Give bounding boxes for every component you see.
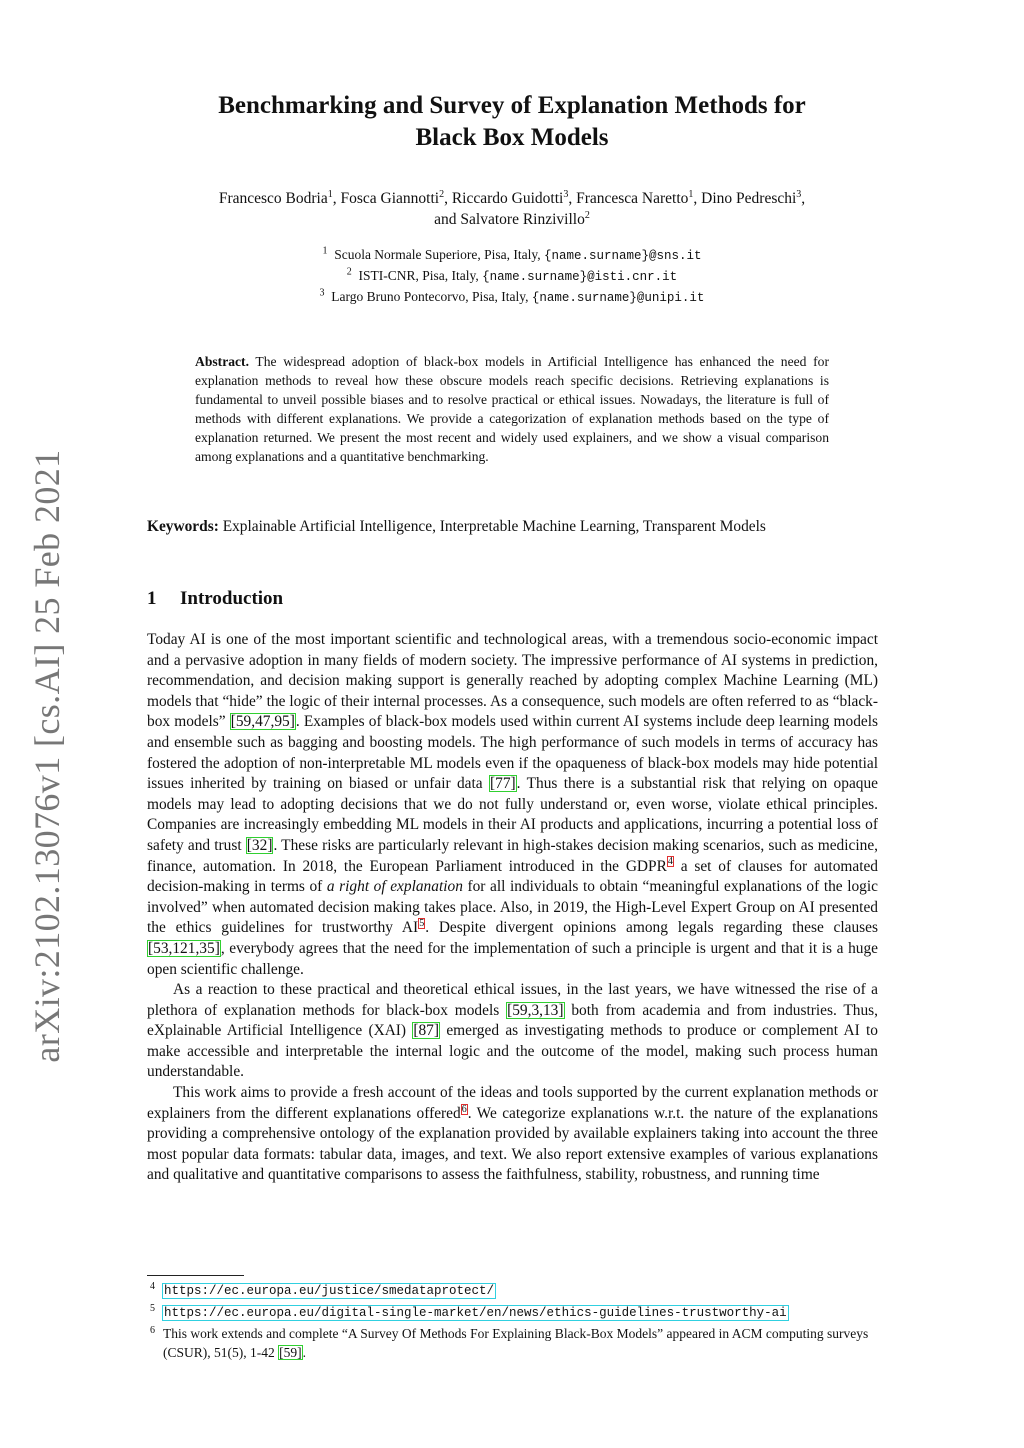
text-run: . Thus there is a substantial risk that relying on opaque models may lead to adopting decisions that we do not fully understand or, even worse, violate ethical principles. Companies are increasingly embedding ML models in their AI products and applications, incurring a potential loss of safety and trust: [147, 775, 879, 854]
citation-link[interactable]: [32]: [246, 836, 273, 854]
author: and Salvatore Rinzivillo: [434, 211, 585, 228]
footnote-link[interactable]: 4: [667, 856, 673, 868]
body-text: [147, 630, 878, 1186]
footnote: [147, 1324, 878, 1362]
footnote: [147, 1302, 878, 1323]
text-run: a set of clauses for automated decision-making in terms of: [147, 857, 878, 896]
footnote-mark: 6: [150, 1325, 155, 1336]
footnote-url-link[interactable]: https://ec.europa.eu/digital-single-market/en/news/ethics-guidelines-trustworthy-ai: [164, 1306, 787, 1320]
author-affil-mark: 1: [327, 188, 333, 200]
author: Riccardo Guidotti: [451, 190, 564, 207]
text-run: , everybody agrees that the need for the implementation of such a principle is urgent and that it is a huge open scientific challenge.: [147, 939, 878, 978]
text-run: . Examples of black-box models used within current AI systems include deep learning models and ensemble such as bagging and boosting models. The high performance of such models in terms of accuracy has fostered the adoption of non-interpretable ML models even if the opaqueness of black-box models may hide potential issues inherited by training on biased or unfair data: [147, 713, 878, 793]
author-affil-mark: 2: [584, 209, 590, 221]
paragraph: [147, 630, 878, 980]
text-run: . These risks are particularly relevant in high-stakes decision making scenarios, such as medicine, finance, automation. In 2018, the European Parliament introduced in the GDPR: [147, 836, 879, 875]
affiliation-list: [180, 245, 844, 308]
footnote-mark: 5: [150, 1303, 155, 1314]
section-number: 1: [147, 588, 157, 609]
author-list: Francesco Bodria$^1$, Fosca Giannotti$^2$, Riccardo Guidotti$^3$, Francesca Naretto$^1$, Dino Pedreschi$^3$, and Salvatore Rinzivillo$^2$: [218, 188, 806, 228]
keywords: [147, 516, 878, 537]
abstract-label: Abstract.: [195, 354, 249, 369]
author: Fosca Giannotti: [340, 190, 440, 207]
citation-link[interactable]: [59,47,95]: [230, 713, 295, 731]
affiliation: [180, 266, 844, 287]
title-line-2: Black Box Models: [415, 124, 609, 151]
text-run: Today AI is one of the most important scientific and technological areas, with a tremendous socio-economic impact and a pervasive adoption in many fields of modern society. The impressive performance of AI systems in prediction, recommendation, and decision making support is generally reached by adopting complex Machine Learning (ML) models that “hide” the logic of their internal processes. As a consequence, such models are often referred to as “black-box models”: [147, 631, 878, 731]
affiliation-mark: 1: [322, 245, 328, 257]
citation-link[interactable]: [87]: [413, 1022, 440, 1040]
footnote-link[interactable]: 6: [461, 1103, 467, 1115]
citation-link[interactable]: [77]: [490, 775, 516, 793]
affiliation-text: Largo Bruno Pontecorvo, Pisa, Italy,: [331, 289, 532, 304]
paragraph: [147, 1083, 878, 1186]
citation-link[interactable]: [59]: [279, 1345, 302, 1360]
footnote-text: This work extends and complete “A Survey Of Methods For Explaining Black-Box Models” appeared in ACM computing surveys (CSUR), 51(5), 1-42: [163, 1326, 869, 1360]
affiliation-mark: 2: [346, 266, 352, 278]
footnote-rule: [147, 1275, 244, 1276]
footnote: [147, 1280, 878, 1301]
citation-link[interactable]: [53,121,35]: [148, 939, 220, 957]
footnotes: [147, 1280, 878, 1363]
section-heading: [147, 588, 283, 610]
affiliation-email: {name.surname}@unipi.it: [531, 291, 705, 305]
section-title: Introduction: [180, 588, 284, 609]
text-run: As a reaction to these practical and theoretical ethical issues, in the last years, we have witnessed the rise of a plethora of explanation methods for black-box models: [147, 981, 878, 1019]
abstract-text: The widespread adoption of black-box models in Artificial Intelligence has enhanced the need for explanation methods to reveal how these obscure models reach specific decisions. Retrieving explanations is fundamental to unveil possible biases and to resolve practical or ethical issues. Nowadays, the literature is full of methods with different explanations. We provide a categorization of explanation methods based on the type of explanation returned. We present the most recent and widely used explainers, and we show a visual comparison among explanations and a quantitative benchmarking.: [195, 354, 829, 464]
author-affil-mark: 3: [563, 188, 569, 200]
citation-link[interactable]: [59,3,13]: [507, 1001, 564, 1019]
footnote-mark: 4: [150, 1281, 155, 1292]
author: Francesca Naretto: [576, 190, 689, 207]
affiliation: [180, 245, 844, 266]
author: Francesco Bodria: [218, 190, 328, 207]
affiliation: [180, 287, 844, 308]
text-run: both from academia and from industries. Thus, eXplainable Artificial Intelligence (XAI): [147, 1001, 879, 1040]
affiliation-mark: 3: [319, 287, 325, 299]
footnote-link[interactable]: 5: [419, 918, 425, 930]
footnote-text-end: .: [302, 1345, 306, 1360]
affiliation-text: Scuola Normale Superiore, Pisa, Italy,: [334, 247, 545, 262]
text-run: for all individuals to obtain “meaningful explanations of the logic involved” when automated decision making takes place. Also, in 2019, the High-Level Expert Group on AI presented the ethics guidelines for trustworthy AI: [147, 878, 878, 937]
text-run: . We categorize explanations w.r.t. the nature of the explanations providing a comprehensive ontology of the explanation provided by available explainers taking into account the three most popular data formats: tabular data, images, and text. We also report extensive examples of various explanations and qualitative and quantitative comparisons to assess the faithfulness, stability, robustness, and running time: [147, 1104, 878, 1184]
affiliation-email: {name.surname}@sns.it: [544, 249, 702, 263]
abstract: [195, 352, 829, 466]
emphasis-text: a right of explanation: [326, 878, 463, 896]
arxiv-identifier: arXiv:2102.13076v1 [cs.AI] 25 Feb 2021: [27, 449, 67, 1063]
author-affil-mark: 3: [796, 188, 802, 200]
keywords-text: Explainable Artificial Intelligence, Interpretable Machine Learning, Transparent Models: [222, 518, 766, 535]
keywords-label: Keywords:: [147, 518, 219, 535]
paragraph: [147, 980, 878, 1083]
author-affil-mark: 2: [439, 188, 445, 200]
footnote-url-link[interactable]: https://ec.europa.eu/justice/smedataprotect/: [164, 1284, 495, 1298]
author: Dino Pedreschi: [701, 190, 797, 207]
text-run: This work aims to provide a fresh account of the ideas and tools supported by the current explanation methods or explainers from the different explanations offered: [147, 1084, 878, 1122]
affiliation-email: {name.surname}@isti.cnr.it: [482, 270, 678, 284]
paper-title: [120, 90, 904, 154]
title-line-1: Benchmarking and Survey of Explanation Methods for: [218, 92, 806, 119]
affiliation-text: ISTI-CNR, Pisa, Italy,: [358, 268, 483, 283]
author-affil-mark: 1: [688, 188, 694, 200]
text-run: . Despite divergent opinions among legals regarding these clauses: [425, 919, 878, 937]
text-run: emerged as investigating methods to produce or complement AI to make accessible and interpretable the internal logic and the outcome of the model, making such process human understandable.: [147, 1022, 878, 1081]
